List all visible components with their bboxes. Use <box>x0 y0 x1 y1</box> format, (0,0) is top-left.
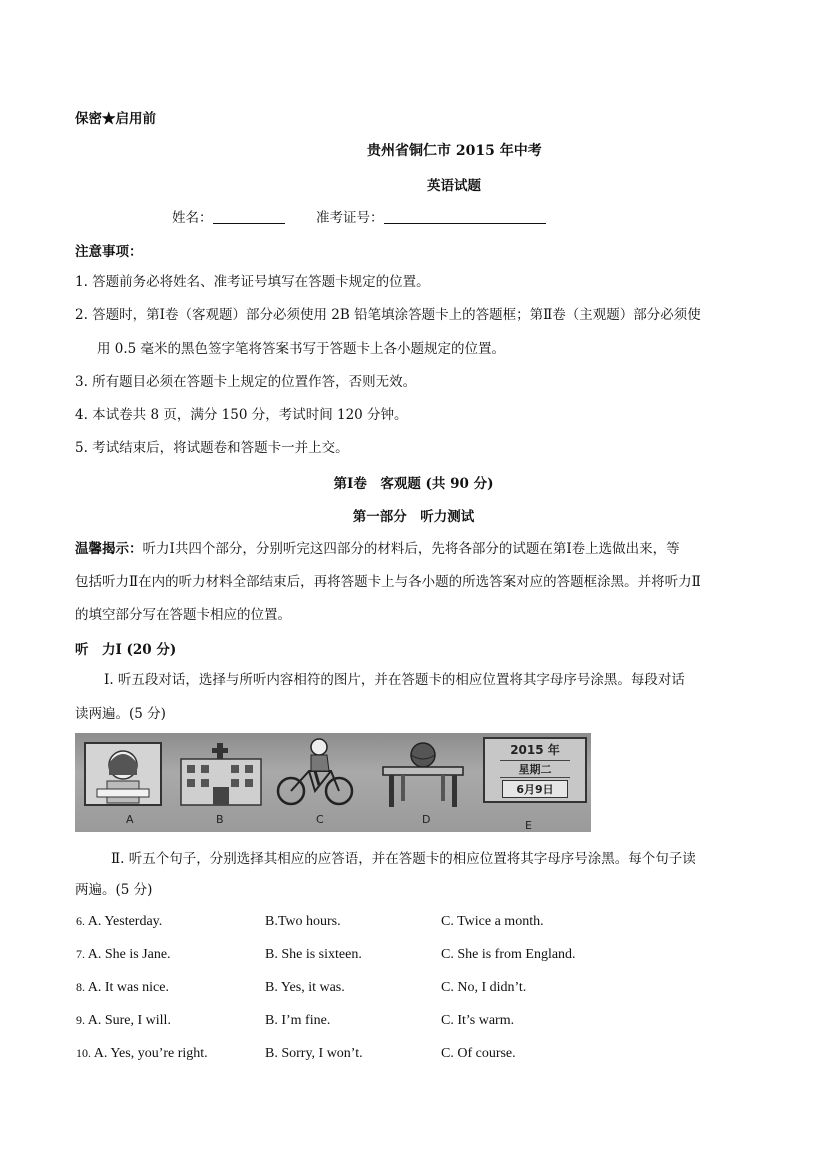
listening-heading: 听 力Ⅰ (20 分) <box>75 642 177 658</box>
question-row <box>76 947 171 963</box>
question-number: 7. <box>76 947 85 961</box>
part1-instruction-cont: 读两遍。(5 分) <box>75 706 166 722</box>
picture-c-bicycle-icon <box>275 737 355 809</box>
option-b[interactable]: B. Yes, it was. <box>265 980 345 995</box>
name-field[interactable] <box>172 206 285 226</box>
question-row <box>76 1046 208 1062</box>
tip-line-2: 包括听力Ⅱ在内的听力材料全部结束后，再将答题卡上与各小题的所选答案对应的答题框涂黑。并将听力Ⅱ <box>75 574 701 590</box>
part2-instruction: Ⅱ. 听五个句子，分别选择其相应的应答语，并在答题卡的相应位置将其字母序号涂黑。每个句子读 <box>111 851 696 867</box>
option-c[interactable]: C. It’s warm. <box>441 1013 515 1028</box>
option-b[interactable]: B. I’m fine. <box>265 1013 331 1028</box>
picture-label-b: B <box>216 813 224 826</box>
notice-item: 5. 考试结束后，将试题卷和答题卡一并上交。 <box>75 440 349 456</box>
volume-title: 第Ⅰ卷 客观题 (共 90 分) <box>333 476 494 492</box>
option-a[interactable]: A. Sure, I will. <box>87 1013 171 1028</box>
name-label: 姓名： <box>172 210 213 226</box>
option-a[interactable]: A. Yesterday. <box>87 914 163 929</box>
part1-instruction: Ⅰ. 听五段对话，选择与所听内容相符的图片，并在答题卡的相应位置将其字母序号涂黑。每段对话 <box>104 672 685 688</box>
calendar-week: 星期二 <box>500 760 570 778</box>
picture-label-e: E <box>525 819 532 832</box>
picture-b-hospital-icon <box>179 743 263 807</box>
option-c[interactable]: C. She is from England. <box>441 947 576 962</box>
id-field[interactable] <box>316 206 546 226</box>
id-blank[interactable] <box>384 209 546 224</box>
exam-subtitle: 英语试题 <box>427 178 481 194</box>
tip-line-3: 的填空部分写在答题卡相应的位置。 <box>75 607 291 623</box>
option-a[interactable]: A. It was nice. <box>87 980 169 995</box>
confidential-mark: 保密★启用前 <box>75 111 156 127</box>
option-b[interactable]: B.Two hours. <box>265 914 341 929</box>
tip-line-1 <box>75 539 755 559</box>
option-b[interactable]: B. Sorry, I won’t. <box>265 1046 363 1061</box>
option-c[interactable]: C. Of course. <box>441 1046 516 1061</box>
exam-title: 贵州省铜仁市 2015 年中考 <box>367 143 542 159</box>
notice-item: 1. 答题前务必将姓名、准考证号填写在答题卡规定的位置。 <box>75 274 430 290</box>
question-row <box>76 914 162 930</box>
option-b[interactable]: B. She is sixteen. <box>265 947 362 962</box>
option-a[interactable]: A. Yes, you’re right. <box>93 1046 208 1061</box>
picture-label-a: A <box>126 813 134 826</box>
picture-e-calendar-icon <box>483 737 587 803</box>
question-number: 8. <box>76 980 85 994</box>
option-c[interactable]: C. No, I didn’t. <box>441 980 527 995</box>
question-row <box>76 980 169 996</box>
notice-item: 2. 答题时，第Ⅰ卷（客观题）部分必须使用 2B 铅笔填涂答题卡上的答题框；第Ⅱ卷（主观题）部分必须使 <box>75 307 701 323</box>
question-number: 6. <box>76 914 85 928</box>
tip-label: 温馨揭示： <box>75 541 143 557</box>
option-a[interactable]: A. She is Jane. <box>87 947 171 962</box>
notice-item: 3. 所有题目必须在答题卡上规定的位置作答，否则无效。 <box>75 374 417 390</box>
part2-instruction-cont: 两遍。(5 分) <box>75 882 153 898</box>
picture-d-ball-on-table-icon <box>381 739 465 809</box>
id-label: 准考证号： <box>316 210 384 226</box>
calendar-date: 6月9日 <box>502 780 568 798</box>
picture-label-d: D <box>422 813 431 826</box>
part-title: 第一部分 听力测试 <box>352 509 475 525</box>
picture-label-c: C <box>316 813 324 826</box>
question-number: 9. <box>76 1013 85 1027</box>
option-c[interactable]: C. Twice a month. <box>441 914 544 929</box>
calendar-year: 2015 年 <box>510 743 560 757</box>
name-blank[interactable] <box>213 209 285 224</box>
notice-item: 用 0.5 毫米的黑色签字笔将答案书写于答题卡上各小题规定的位置。 <box>97 341 506 357</box>
notice-heading: 注意事项： <box>75 244 143 260</box>
tip-text: 听力Ⅰ共四个部分，分别听完这四部分的材料后，先将各部分的试题在第Ⅰ卷上选做出来，等 <box>142 541 680 557</box>
picture-strip <box>75 733 591 832</box>
question-row <box>76 1013 171 1029</box>
picture-a-girl-icon <box>83 741 163 807</box>
notice-item: 4. 本试卷共 8 页，满分 150 分，考试时间 120 分钟。 <box>75 407 408 423</box>
question-number: 10. <box>76 1046 91 1060</box>
